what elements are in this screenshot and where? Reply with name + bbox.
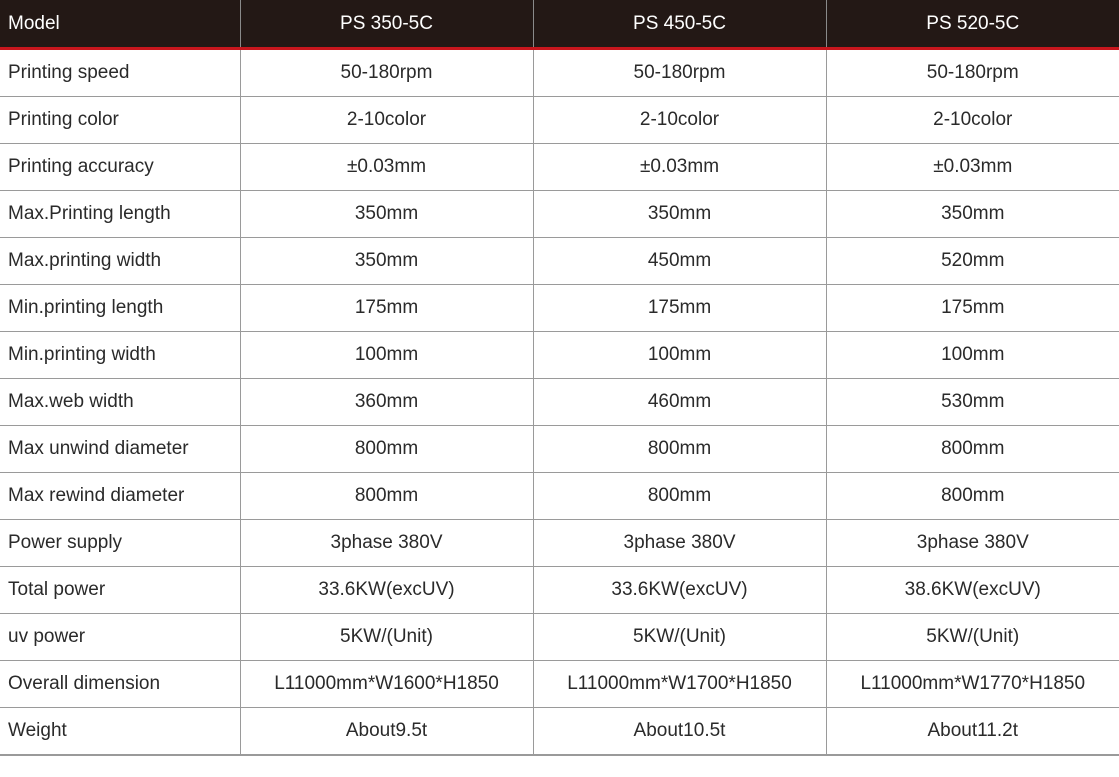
- table-cell: 100mm: [240, 332, 533, 379]
- table-cell: 450mm: [533, 238, 826, 285]
- table-cell: 3phase 380V: [533, 520, 826, 567]
- table-row-printing-speed: [0, 49, 1119, 97]
- table-cell: 175mm: [826, 285, 1119, 332]
- table-row-total-power: [0, 567, 1119, 614]
- table-row-min-printing-width: [0, 332, 1119, 379]
- table-cell: 2-10color: [826, 97, 1119, 144]
- table-cell: 38.6KW(excUV): [826, 567, 1119, 614]
- table-cell: 175mm: [533, 285, 826, 332]
- table-cell: 33.6KW(excUV): [240, 567, 533, 614]
- table-row-max-printing-width: [0, 238, 1119, 285]
- header-row: [0, 0, 1119, 49]
- table-row-power-supply: [0, 520, 1119, 567]
- row-label: Overall dimension: [0, 661, 240, 708]
- table-cell: L11000mm*W1770*H1850: [826, 661, 1119, 708]
- table-cell: ±0.03mm: [240, 144, 533, 191]
- row-label: Printing speed: [0, 49, 240, 97]
- table-cell: 5KW/(Unit): [533, 614, 826, 661]
- row-label: Min.printing width: [0, 332, 240, 379]
- row-label: Weight: [0, 708, 240, 756]
- header-ps-520-5c: PS 520-5C: [826, 0, 1119, 49]
- table-row-min-printing-length: [0, 285, 1119, 332]
- table-cell: ±0.03mm: [826, 144, 1119, 191]
- table-cell: 800mm: [533, 473, 826, 520]
- row-label: Max.printing width: [0, 238, 240, 285]
- table-cell: 460mm: [533, 379, 826, 426]
- table-cell: 5KW/(Unit): [826, 614, 1119, 661]
- row-label: Max.Printing length: [0, 191, 240, 238]
- table-body: [0, 49, 1119, 756]
- table-cell: 350mm: [533, 191, 826, 238]
- table-cell: 800mm: [826, 426, 1119, 473]
- table-cell: 175mm: [240, 285, 533, 332]
- table-cell: 5KW/(Unit): [240, 614, 533, 661]
- table-row-printing-color: [0, 97, 1119, 144]
- table-cell: 2-10color: [240, 97, 533, 144]
- table-cell: L11000mm*W1600*H1850: [240, 661, 533, 708]
- row-label: uv power: [0, 614, 240, 661]
- table-cell: 100mm: [533, 332, 826, 379]
- row-label: Max.web width: [0, 379, 240, 426]
- table-row-max-rewind-diameter: [0, 473, 1119, 520]
- row-label: Min.printing length: [0, 285, 240, 332]
- table-cell: About9.5t: [240, 708, 533, 756]
- row-label: Power supply: [0, 520, 240, 567]
- table-cell: 50-180rpm: [533, 49, 826, 97]
- table-cell: 520mm: [826, 238, 1119, 285]
- table-row-overall-dimension: [0, 661, 1119, 708]
- table-cell: 530mm: [826, 379, 1119, 426]
- table-cell: About10.5t: [533, 708, 826, 756]
- table-cell: 50-180rpm: [826, 49, 1119, 97]
- row-label: Max rewind diameter: [0, 473, 240, 520]
- table-cell: ±0.03mm: [533, 144, 826, 191]
- table-cell: 800mm: [533, 426, 826, 473]
- table-cell: 100mm: [826, 332, 1119, 379]
- header-model: Model: [0, 0, 240, 49]
- table-row-max-printing-length: [0, 191, 1119, 238]
- header-ps-450-5c: PS 450-5C: [533, 0, 826, 49]
- table-cell: 2-10color: [533, 97, 826, 144]
- table-row-uv-power: [0, 614, 1119, 661]
- table-cell: 800mm: [240, 473, 533, 520]
- table-cell: 33.6KW(excUV): [533, 567, 826, 614]
- table-cell: 800mm: [826, 473, 1119, 520]
- table-row-printing-accuracy: [0, 144, 1119, 191]
- table-cell: 50-180rpm: [240, 49, 533, 97]
- table-row-max-web-width: [0, 379, 1119, 426]
- table-header: [0, 0, 1119, 49]
- row-label: Printing color: [0, 97, 240, 144]
- header-ps-350-5c: PS 350-5C: [240, 0, 533, 49]
- table-cell: 360mm: [240, 379, 533, 426]
- table-cell: L11000mm*W1700*H1850: [533, 661, 826, 708]
- table-cell: About11.2t: [826, 708, 1119, 756]
- table-cell: 3phase 380V: [826, 520, 1119, 567]
- table-cell: 350mm: [240, 191, 533, 238]
- row-label: Printing accuracy: [0, 144, 240, 191]
- table-cell: 350mm: [826, 191, 1119, 238]
- row-label: Total power: [0, 567, 240, 614]
- table-row-weight: [0, 708, 1119, 756]
- table-cell: 800mm: [240, 426, 533, 473]
- row-label: Max unwind diameter: [0, 426, 240, 473]
- table-row-max-unwind-diameter: [0, 426, 1119, 473]
- table-cell: 350mm: [240, 238, 533, 285]
- table-cell: 3phase 380V: [240, 520, 533, 567]
